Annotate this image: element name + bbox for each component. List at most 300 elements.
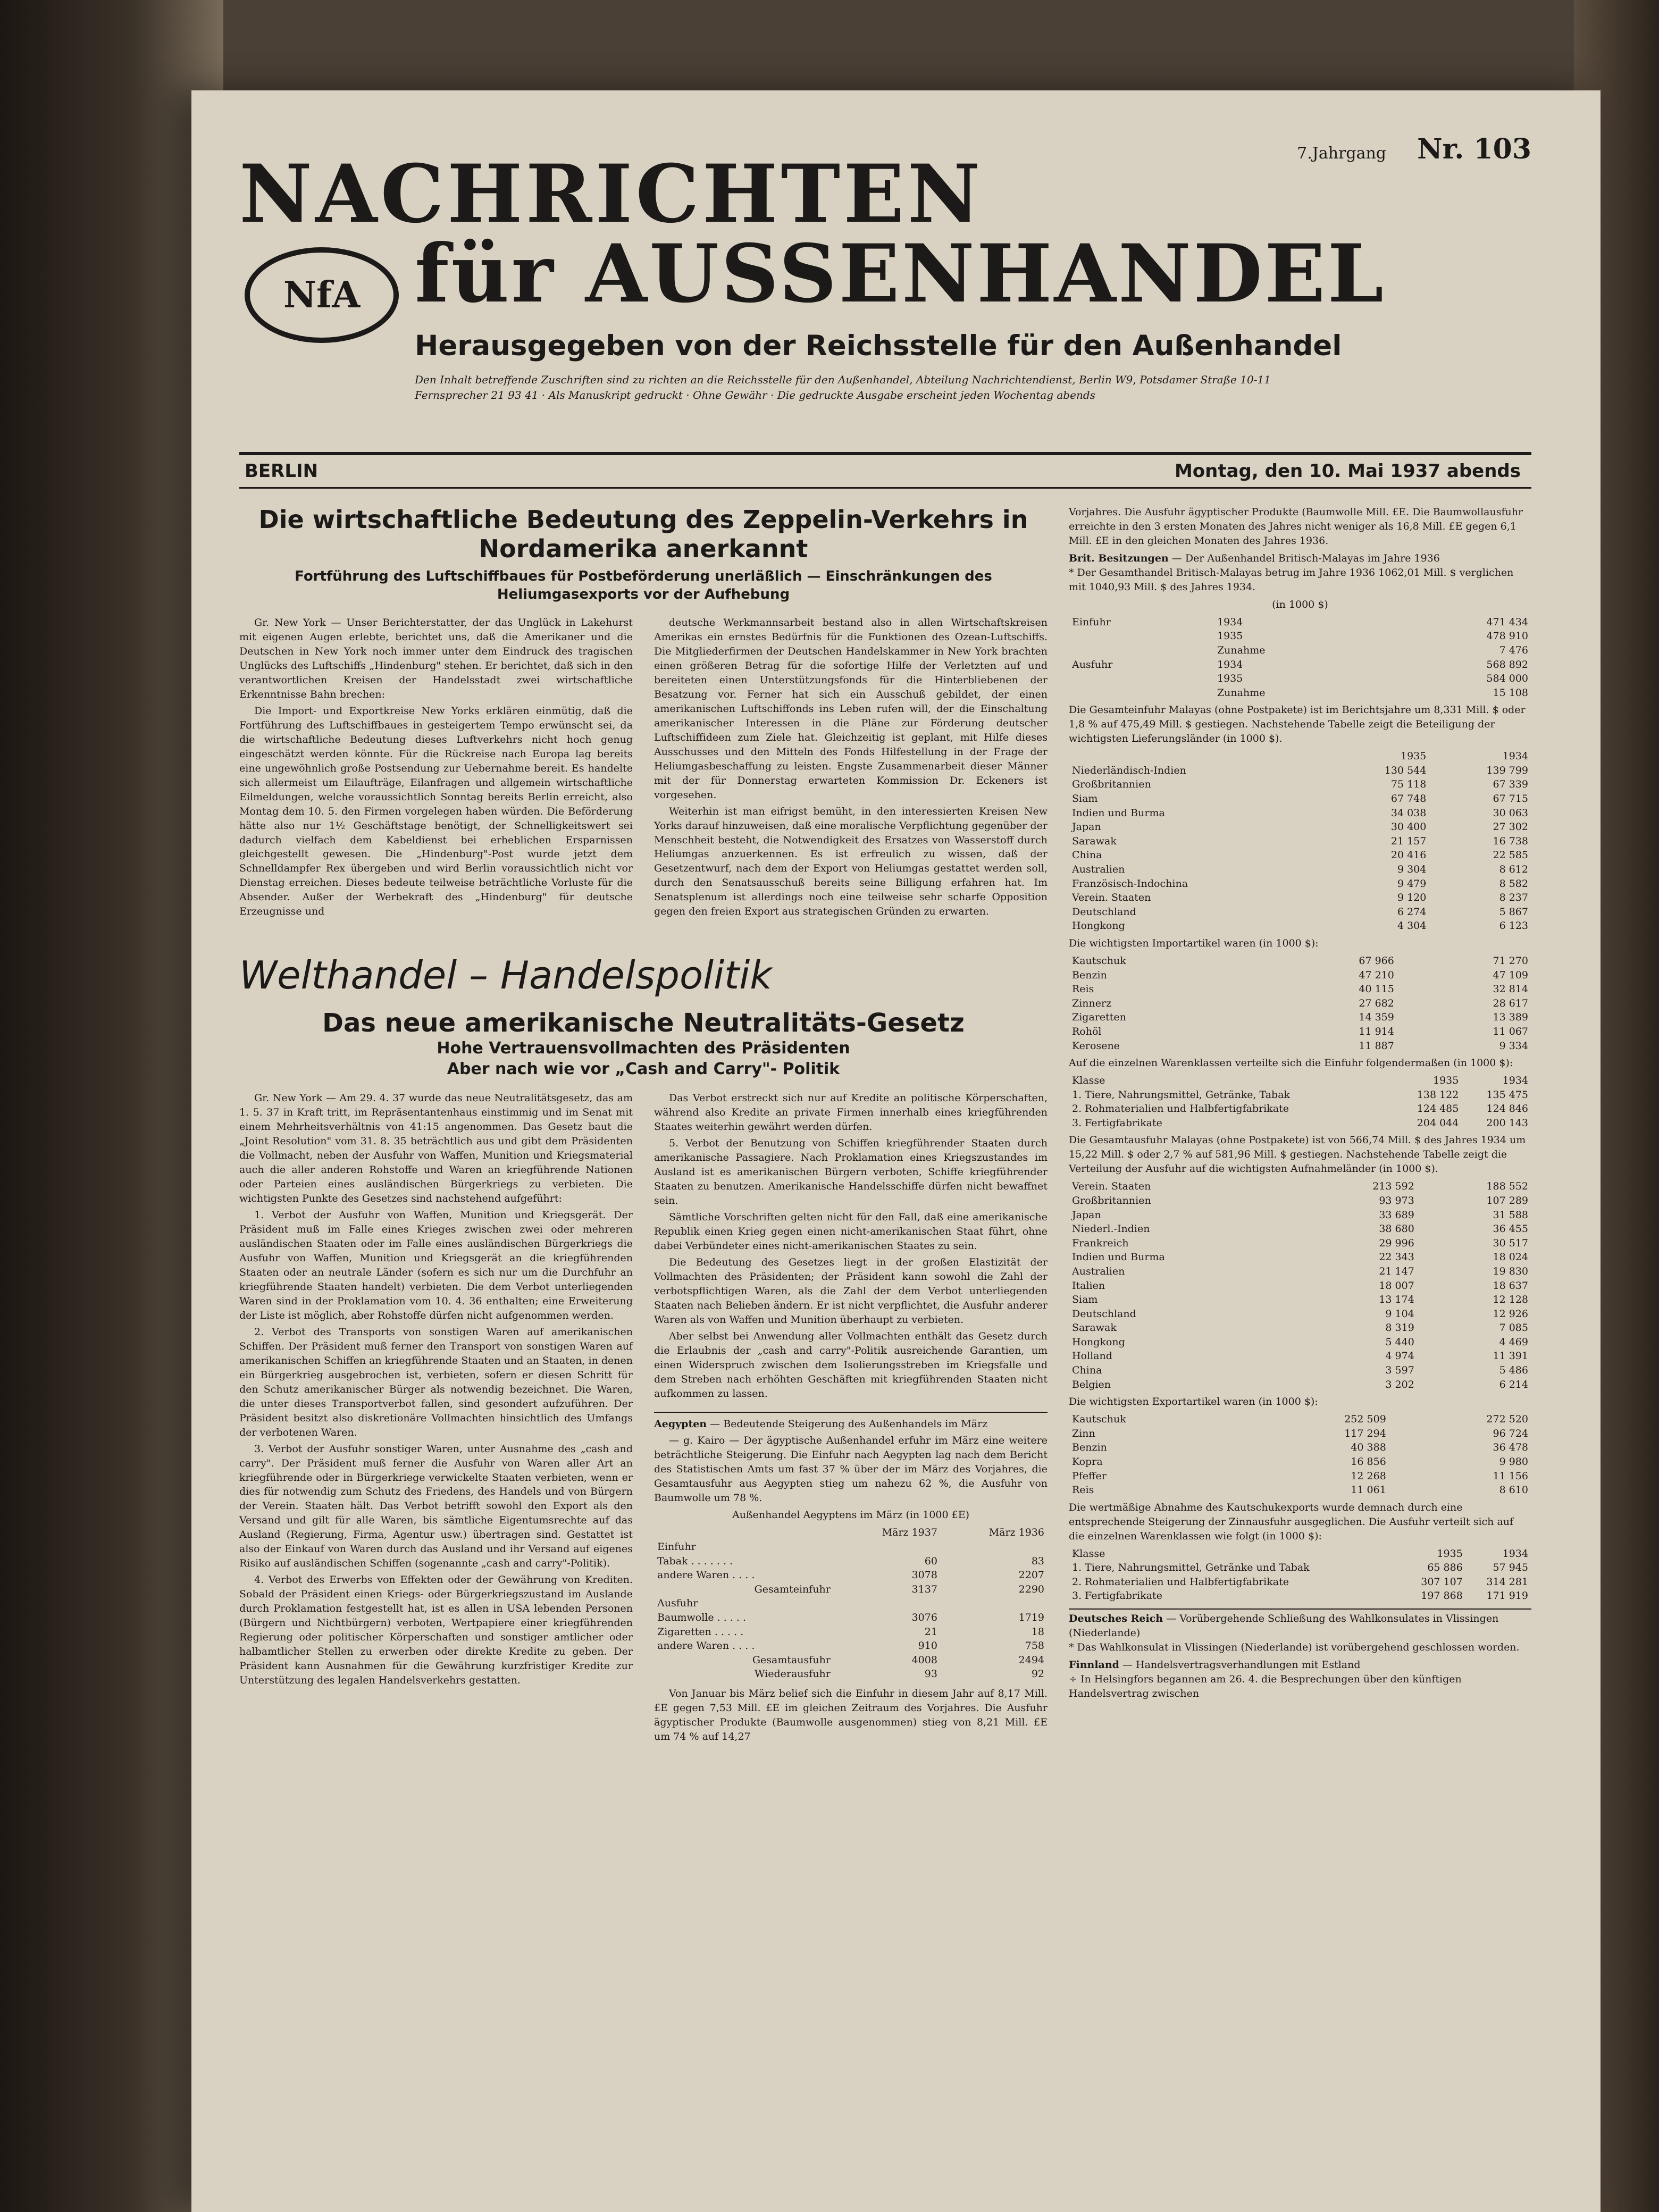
table-row <box>1069 1250 1531 1264</box>
table-row <box>1069 658 1531 672</box>
table-header: Klasse <box>1072 1547 1105 1560</box>
imprint-line: Fernsprecher 21 93 41 · Als Manuskript gedruckt · Ohne Gewähr · Die gedruckte Ausgabe erscheint jeden Wochentag abends <box>415 389 1095 401</box>
table-cell: 21 147 <box>1379 1265 1414 1277</box>
table-cell: 7 476 <box>1499 644 1528 656</box>
table-cell: 478 910 <box>1486 630 1528 642</box>
table-cell: 22 585 <box>1493 849 1528 861</box>
table-row <box>1069 1412 1531 1427</box>
table-cell: 13 389 <box>1493 1011 1528 1024</box>
table-cell: 12 128 <box>1493 1294 1528 1306</box>
table-header-row <box>1069 1547 1531 1561</box>
table-cell: China <box>1072 849 1102 861</box>
export-classes-table <box>1069 1547 1531 1603</box>
news-head-topic: — Bedeutende Steigerung des Außenhandels im März <box>707 1418 988 1430</box>
paragraph: 4. Verbot des Erwerbs von Effekten oder der Gewährung von Krediten. Sobald der Präsident einen Kriegs- oder Bürgerkriegszustand im Auslande durch Proklamation festgestellt hat, ist es allen in USA lebenden Personen (Bürgern und Nichtbürgern) verboten, Wertpapiere einer kriegführenden Regierung oder politischer Körperschaften und sonstiger amtlicher oder halbamtlicher Stellen zu erwerben oder direkte Kredite zu geben. Der Präsident kann Ausnahmen für die Gewährung kurzfristiger Kredite zur Unterstützung des legalen Handelsverkehrs gestatten. <box>239 1574 633 1687</box>
divider <box>1069 1608 1531 1610</box>
table-cell: 22 343 <box>1379 1251 1414 1263</box>
volume-label: 7.Jahrgang <box>1297 144 1386 163</box>
masthead-subtitle: Herausgegeben von der Reichsstelle für den Außenhandel <box>415 330 1342 362</box>
table-caption: Die wichtigsten Importartikel waren (in 1000 $): <box>1069 937 1319 949</box>
article-column-1 <box>239 616 633 921</box>
table-cell: Pfeffer <box>1072 1470 1107 1482</box>
table-cell: 47 210 <box>1359 969 1394 981</box>
table-cell: 3076 <box>911 1612 937 1623</box>
table-cell: 197 868 <box>1421 1590 1463 1602</box>
article-subhead: Hohe Vertrauensvollmachten des Präsidenten <box>437 1039 850 1058</box>
paragraph: Sämtliche Vorschriften gelten nicht für den Fall, daß eine amerikanische Republik einen Krieg gegen einen nicht-amerikanischen Staat führt, ohne dabei Verbündeter eines nicht-amerikanischen Staates zu sein. <box>654 1211 1048 1252</box>
table-cell: 3. Fertigfabrikate <box>1072 1117 1162 1129</box>
table-cell: 471 434 <box>1486 616 1528 628</box>
table-cell: Zinnerz <box>1072 997 1112 1009</box>
article-body <box>239 1091 1048 1746</box>
table-cell: Australien <box>1072 1265 1125 1277</box>
table-row <box>654 1625 1048 1639</box>
table-cell: 28 617 <box>1493 997 1528 1009</box>
table-cell: andere Waren . . . . <box>657 1569 755 1581</box>
table-cell: 11 391 <box>1493 1350 1528 1362</box>
table-header: 1934 <box>1502 1075 1528 1087</box>
table-cell: Baumwolle . . . . . <box>657 1612 747 1623</box>
table-cell: Benzin <box>1072 1442 1107 1454</box>
imprint-line: Den Inhalt betreffende Zuschriften sind zu richten an die Reichsstelle für den Außenhandel, Abteilung Nachrichtendienst, Berlin W9, Potsdamer Straße 10-11 <box>415 373 1271 386</box>
table-cell: 272 520 <box>1486 1413 1528 1426</box>
table-cell: 11 067 <box>1493 1025 1528 1037</box>
table-row <box>1069 1378 1531 1392</box>
table-cell <box>1069 629 1214 643</box>
table-cell: 13 174 <box>1379 1294 1414 1306</box>
table-cell: Italien <box>1072 1279 1105 1292</box>
paragraph: Gr. New York — Am 29. 4. 37 wurde das neue Neutralitätsgesetz, das am 1. 5. 37 in Kraft tritt, im Repräsentantenhaus einstimmig und im Senat mit einem Mehrheitsverhältnis von 41:15 angenommen. Das Gesetz baut die „Joint Resolution" vom 31. 8. 35 beträchtlich aus und gibt dem Präsidenten die Vollmacht, neben der Ausfuhr von Waffen, Munition und Kriegsmaterial auch die aller anderen Rohstoffe und Waren an kriegführende Nationen oder Parteien eines ausländischen Bürgerkriegs zu verbieten. Die wichtigsten Punkte des Gesetzes sind nachstehend aufgeführt: <box>239 1092 633 1205</box>
table-header <box>654 1526 834 1540</box>
masthead-title-line2: für AUSSENHANDEL <box>415 227 1386 321</box>
paragraph: Die wertmäßige Abnahme des Kautschukexports wurde demnach durch eine entsprechende Steigerung der Zinnausfuhr ausgeglichen. Die Ausfuhr verteilt sich auf die einzelnen Warenklassen wie folgt (in 1000 $): <box>1069 1501 1514 1542</box>
table-row <box>654 1568 1048 1582</box>
table-cell: 135 475 <box>1486 1088 1528 1101</box>
news-head-country: Deutsches Reich <box>1069 1613 1163 1625</box>
table-header: Klasse <box>1072 1075 1105 1087</box>
paragraph: Vorjahres. Die Ausfuhr ägyptischer Produkte (Baumwolle Mill. £E. Die Baumwollausfuhr erreichte in den 3 ersten Monaten des Jahres nicht weniger als 16,8 Mill. £E gegen 6,1 Mill. £E in den gleichen Monaten des Jahres 1936. <box>1069 506 1523 547</box>
table-cell: 71 270 <box>1493 954 1528 967</box>
table-cell: 117 294 <box>1344 1427 1386 1439</box>
table-row <box>1069 686 1531 700</box>
table-cell: 9 980 <box>1499 1456 1528 1468</box>
table-cell: Wiederausfuhr <box>754 1668 831 1680</box>
paragraph: — g. Kairo — Der ägyptische Außenhandel erfuhr im März eine weitere beträchtliche Steigerung. Die Einfuhr nach Aegypten lag nach dem Bericht des Statistischen Amts um fast 37 % über der im März des Vorjahres, die Gesamtausfuhr aus Aegypten stieg um nahezu 62 %, die Ausfuhr von Baumwolle um 78 %. <box>654 1434 1048 1504</box>
table-cell: China <box>1072 1364 1102 1377</box>
table-row <box>1069 1575 1531 1589</box>
table-cell: 75 118 <box>1390 778 1427 791</box>
table-cell: Zunahme <box>1217 686 1266 699</box>
table-row <box>654 1596 1048 1611</box>
imprint <box>415 372 1478 403</box>
table-row <box>1069 643 1531 658</box>
table-cell: 2290 <box>1018 1583 1044 1595</box>
article-body <box>239 616 1048 921</box>
table-row <box>1069 905 1531 919</box>
dateline-date: Montag, den 10. Mai 1937 abends <box>1174 460 1521 482</box>
egypt-trade-table <box>654 1526 1048 1681</box>
table-cell: Deutschland <box>1072 906 1136 918</box>
table-cell: 2. Rohmaterialien und Halbfertigfabrikate <box>1072 1576 1289 1588</box>
table-cell: Australien <box>1072 864 1125 875</box>
table-cell: Großbritannien <box>1072 778 1151 791</box>
issue-label: Nr. 103 <box>1417 133 1531 165</box>
table-cell <box>941 1540 1048 1554</box>
table-cell <box>1069 672 1214 686</box>
table-cell: 16 738 <box>1493 835 1528 847</box>
masthead <box>239 133 1531 436</box>
table-cell: Französisch-Indochina <box>1072 877 1188 890</box>
table-row <box>1069 792 1531 806</box>
table-cell: 21 <box>924 1626 937 1638</box>
table-cell: 27 302 <box>1493 821 1528 833</box>
table-cell: Siam <box>1072 793 1098 805</box>
table-cell: 4008 <box>911 1654 937 1666</box>
imports-table <box>1069 954 1531 1053</box>
table-cell <box>834 1596 941 1611</box>
table-cell: 188 552 <box>1486 1180 1528 1193</box>
table-cell: Ausfuhr <box>1072 658 1113 671</box>
table-cell: 584 000 <box>1486 673 1528 685</box>
table-cell: 40 388 <box>1351 1442 1386 1454</box>
table-cell: 9 104 <box>1385 1308 1414 1320</box>
table-cell: 3. Fertigfabrikate <box>1072 1590 1162 1602</box>
table-cell: 4 974 <box>1385 1350 1414 1362</box>
table-cell: 8 610 <box>1499 1484 1528 1496</box>
table-cell: 758 <box>1025 1640 1044 1652</box>
table-cell: Japan <box>1072 1209 1101 1221</box>
divider <box>654 1412 1048 1413</box>
article-column-2 <box>654 616 1048 921</box>
table-cell: 1935 <box>1217 673 1243 685</box>
paragraph: 1. Verbot der Ausfuhr von Waffen, Munition und Kriegsgerät. Der Präsident muß im Falle eines Krieges zwischen zwei oder mehreren ausländischen Staaten oder im Falle eines ausländischen Bürgerkriegs die Ausfuhr von Waffen, Munition und Kriegsgerät an die kriegführenden Staaten oder an neutrale Länder (sofern es sich nur um die Durchfuhr an kriegführende Staaten handelt) verbieten. Die dem Verbot unterliegenden Waren sind in der Proklamation vom 10. 4. 36 enthalten; eine Erweiterung der Liste ist möglich, aber Rohstoffe dürfen nicht aufgenommen werden. <box>239 1209 633 1321</box>
news-head-topic: — Handelsvertragsverhandlungen mit Estland <box>1119 1658 1361 1671</box>
table-row <box>1069 629 1531 643</box>
article-neutrality <box>239 1008 1048 1746</box>
publisher-logo: NfA <box>245 247 399 343</box>
table-cell: Gesamtausfuhr <box>752 1654 831 1666</box>
table-cell: 65 886 <box>1427 1562 1463 1574</box>
table-cell: 3 597 <box>1385 1364 1414 1377</box>
table-cell <box>941 1596 1048 1611</box>
table-row <box>654 1639 1048 1653</box>
table-row <box>1069 1469 1531 1484</box>
table-header: 1934 <box>1502 750 1528 763</box>
table-cell: 19 830 <box>1493 1265 1528 1277</box>
table-cell: 38 680 <box>1379 1223 1414 1235</box>
paragraph: Weiterhin ist man eifrigst bemüht, in den interessierten Kreisen New Yorks darauf hinzuweisen, daß eine moralische Verpflichtung gegenüber der Menschheit besteht, die Notwendigkeit des Ersatzes von Wasserstoff durch Heliumgas anzuerkennen. Es ist erfreulich zu wissen, daß der Gesetzentwurf, nach dem der Export von Heliumgas gestattet werden soll, durch den Senatsausschuß bereits seine Billigung erfahren hat. Im Senatsplenum ist allerdings noch eine teilweise sehr scharfe Opposition gegen den freien Export aus strategischen Gründen zu erwarten. <box>654 805 1048 918</box>
table-cell: 29 996 <box>1379 1237 1414 1249</box>
paragraph: 2. Verbot des Transports von sonstigen Waren auf amerikanischen Schiffen. Der Präsident muß ferner den Transport von sonstigen Waren auf amerikanischen Schiffen an kriegführende Staaten und an Staaten, in denen ein Bürgerkrieg ausgebrochen ist, verbieten, sofern er diesen Schritt für den Schutz amerikanischer Bürger als notwendig bezeichnet. Die Waren, die unter dieses Transportverbot fallen, sind gesondert aufzuführen. Der Präsident besitzt also diskretionäre Vollmachten hinsichtlich des Umfangs der verbotenen Waren. <box>239 1326 633 1438</box>
article-headline: Die wirtschaftliche Bedeutung des Zeppelin-Verkehrs in Nordamerika anerkannt <box>258 505 1028 564</box>
article-subhead: Fortführung des Luftschiffbaues für Postbeförderung unerläßlich — Einschränkungen des Heliumgasexports vor der Aufhebung <box>295 568 992 603</box>
dateline <box>239 452 1531 489</box>
table-row <box>654 1611 1048 1625</box>
paragraph: Gr. New York — Unser Berichterstatter, der das Unglück in Lakehurst mit eigenen Augen erlebte, berichtet uns, daß die Amerikaner und die Deutschen in New York noch immer unter dem Eindruck des tragischen Unglücks des Luftschiffs „Hindenburg" stehen. Er berichtet, daß sich in den verantwortlichen Kreisen der Handelsstadt zwei wirtschaftliche Erkenntnisse Bahn brechen: <box>239 616 633 700</box>
table-cell: 8 582 <box>1499 877 1528 890</box>
table-cell: 3137 <box>911 1583 937 1595</box>
table-cell: 18 637 <box>1493 1279 1528 1292</box>
table-cell: 6 214 <box>1499 1378 1528 1390</box>
table-cell: 36 455 <box>1493 1223 1528 1235</box>
paragraph: * Der Gesamthandel Britisch-Malayas betrug im Jahre 1936 1062,01 Mill. $ verglichen mit 1040,93 Mill. $ des Jahres 1934. <box>1069 566 1514 593</box>
table-cell: 8 612 <box>1499 864 1528 875</box>
table-row <box>1069 968 1531 983</box>
issue-number <box>1297 133 1531 165</box>
table-row <box>1069 1194 1531 1208</box>
table-row <box>1069 1236 1531 1251</box>
table-cell: Kautschuk <box>1072 954 1126 967</box>
table-cell: 8 237 <box>1499 892 1528 904</box>
table-cell: 11 156 <box>1493 1470 1528 1482</box>
table-cell: Reis <box>1072 983 1094 995</box>
table-cell: Kopra <box>1072 1456 1103 1468</box>
article-headline: Das neue amerikanische Neutralitäts-Gesetz <box>322 1008 965 1038</box>
table-cell: 27 682 <box>1359 997 1394 1009</box>
table-row <box>1069 1222 1531 1236</box>
table-cell: 30 517 <box>1493 1237 1528 1249</box>
buyers-table <box>1069 1179 1531 1392</box>
table-cell: 32 814 <box>1493 983 1528 995</box>
table-cell: 138 122 <box>1417 1088 1459 1101</box>
table-cell: 9 334 <box>1499 1040 1528 1052</box>
table-cell: 1719 <box>1018 1612 1044 1623</box>
table-cell: 6 274 <box>1397 906 1427 918</box>
table-cell: 204 044 <box>1417 1117 1459 1129</box>
table-cell: 307 107 <box>1421 1576 1463 1588</box>
table-header: 1935 <box>1400 750 1427 763</box>
table-row <box>1069 919 1531 933</box>
table-cell: 124 846 <box>1486 1103 1528 1115</box>
table-cell: andere Waren . . . . <box>657 1640 755 1652</box>
table-cell <box>834 1540 941 1554</box>
table-header: 1935 <box>1437 1547 1463 1560</box>
table-cell: 314 281 <box>1486 1576 1528 1588</box>
table-row <box>1069 1335 1531 1350</box>
table-cell: 11 061 <box>1351 1484 1386 1496</box>
table-row <box>1069 834 1531 849</box>
table-cell <box>1069 643 1214 658</box>
suppliers-table <box>1069 749 1531 933</box>
table-row <box>1069 1102 1531 1116</box>
table-cell: Holland <box>1072 1350 1112 1362</box>
table-cell: Verein. Staaten <box>1072 892 1151 904</box>
right-column <box>1069 505 1531 1701</box>
table-cell: 5 440 <box>1385 1336 1414 1348</box>
table-cell: 213 592 <box>1372 1180 1414 1193</box>
table-cell: 11 887 <box>1359 1040 1394 1052</box>
table-row <box>654 1582 1048 1597</box>
table-cell: 3 202 <box>1385 1378 1414 1390</box>
table-row <box>1069 848 1531 862</box>
table-cell: Sarawak <box>1072 1322 1117 1334</box>
table-cell: 107 289 <box>1486 1194 1528 1206</box>
table-cell: Deutschland <box>1072 1308 1136 1320</box>
table-cell: Zigaretten . . . . . <box>657 1626 744 1638</box>
news-item-head <box>1069 1612 1531 1640</box>
table-row <box>1069 806 1531 820</box>
paragraph: 5. Verbot der Benutzung von Schiffen kriegführender Staaten durch amerikanische Passagiere. Nach Proklamation eines Kriegszustandes im Ausland ist es amerikanischen Bürgern verboten, Schiffe kriegführender Staaten zu benutzen. Amerikanische Handelsschiffe dürfen nicht bewaffnet sein. <box>654 1137 1048 1207</box>
table-cell: Hongkong <box>1072 1336 1125 1348</box>
table-cell: 3078 <box>911 1569 937 1581</box>
table-cell: 60 <box>924 1555 937 1567</box>
table-row <box>1069 1589 1531 1603</box>
table-cell: 96 724 <box>1493 1427 1528 1439</box>
section-title: Welthandel – Handelspolitik <box>239 953 772 998</box>
table-cell: 1934 <box>1217 658 1243 671</box>
table-cell: Zigaretten <box>1072 1011 1126 1024</box>
table-cell: 14 359 <box>1359 1011 1394 1024</box>
table-cell: Siam <box>1072 1294 1098 1306</box>
table-row <box>1069 777 1531 792</box>
table-row <box>1069 877 1531 891</box>
table-cell: 130 544 <box>1384 764 1427 776</box>
article-zeppelin <box>239 505 1048 921</box>
table-row <box>1069 1208 1531 1222</box>
table-row <box>1069 982 1531 996</box>
table-cell: Frankreich <box>1072 1237 1129 1249</box>
table-row <box>1069 1363 1531 1378</box>
table-row <box>1069 954 1531 968</box>
table-cell: 910 <box>918 1640 937 1652</box>
table-row <box>1069 1116 1531 1130</box>
newspaper-page <box>191 90 1601 2212</box>
table-cell: Benzin <box>1072 969 1107 981</box>
import-classes-table <box>1069 1074 1531 1130</box>
paragraph: Auf die einzelnen Warenklassen verteilte sich die Einfuhr folgendermaßen (in 1000 $): <box>1069 1057 1513 1069</box>
news-head-country: Aegypten <box>654 1418 707 1430</box>
table-cell: Hongkong <box>1072 920 1125 932</box>
table-row <box>1069 1349 1531 1363</box>
table-cell: 30 063 <box>1493 807 1528 819</box>
table-cell: 67 748 <box>1390 793 1427 805</box>
paragraph: ÷ In Helsingfors begannen am 26. 4. die Besprechungen über den künftigen Handelsvertrag zwischen <box>1069 1673 1462 1699</box>
paragraph: Von Januar bis März belief sich die Einfuhr in diesem Jahr auf 8,17 Mill. £E gegen 7,53 Mill. £E im gleichen Zeitraum des Vorjahres. Die Ausfuhr ägyptischer Produkte (Baumwolle ausgenommen) stieg von 8,21 Mill. £E um 74 % auf 14,27 <box>654 1687 1048 1742</box>
table-row <box>654 1653 1048 1668</box>
table-cell: 12 268 <box>1351 1470 1386 1482</box>
table-cell: 67 339 <box>1493 778 1528 791</box>
table-cell: 568 892 <box>1486 658 1528 671</box>
table-cell: Indien und Burma <box>1072 807 1165 819</box>
paragraph: Die Gesamteinfuhr Malayas (ohne Postpakete) ist im Berichtsjahre um 8,331 Mill. $ oder 1,8 % auf 475,49 Mill. $ gestiegen. Nachstehende Tabelle zeigt die Beteiligung der wichtigsten Lieferungsländer (in 1000 $). <box>1069 704 1526 745</box>
table-row <box>1069 764 1531 778</box>
news-head-country: Finnland <box>1069 1658 1119 1671</box>
exports-table <box>1069 1412 1531 1497</box>
table-cell: 11 914 <box>1359 1025 1394 1037</box>
table-cell: 18 024 <box>1493 1251 1528 1263</box>
table-row <box>1069 1039 1531 1053</box>
table-cell <box>1069 686 1214 700</box>
table-cell: 12 926 <box>1493 1308 1528 1320</box>
table-header-row <box>1069 1074 1531 1088</box>
table-cell: Reis <box>1072 1484 1094 1496</box>
table-cell: 7 085 <box>1499 1322 1528 1334</box>
table-cell: 6 123 <box>1499 920 1528 932</box>
table-row <box>1069 1179 1531 1194</box>
table-cell: 18 007 <box>1379 1279 1414 1292</box>
dateline-city: BERLIN <box>245 460 319 482</box>
table-cell: Zinn <box>1072 1427 1095 1439</box>
table-cell: 5 867 <box>1499 906 1528 918</box>
table-cell: 83 <box>1031 1555 1044 1567</box>
table-cell: Rohöl <box>1072 1025 1102 1037</box>
table-row <box>1069 1440 1531 1455</box>
table-cell: 67 966 <box>1359 954 1394 967</box>
article-column-1 <box>239 1091 633 1746</box>
table-cell: Einfuhr <box>657 1541 696 1553</box>
table-cell: 16 856 <box>1351 1456 1386 1468</box>
table-cell: Kautschuk <box>1072 1413 1126 1426</box>
table-row <box>1069 862 1531 877</box>
paragraph: * Das Wahlkonsulat in Vlissingen (Niederlande) ist vorübergehend geschlossen worden. <box>1069 1641 1520 1653</box>
table-header: März 1937 <box>882 1527 937 1539</box>
table-cell: 2207 <box>1018 1569 1044 1581</box>
table-row <box>1069 1279 1531 1293</box>
table-cell: 57 945 <box>1493 1562 1528 1574</box>
table-cell: 93 <box>924 1668 937 1680</box>
paragraph: Die Import- und Exportkreise New Yorks erklären einmütig, daß die Fortführung des Luftschiffbaues in gesteigertem Tempo erwünscht sei, da die wirtschaftliche Bedeutung dieses Luftverkehrs nicht hoch genug eingeschätzt werden könnte. Für die Rückreise nach Europa lag bereits eine ungewöhnlich große Postsendung zur Uebernahme bereit. Es handelte sich allermeist um Eilaufträge, Eilanfragen und allgemein wirtschaftliche Eilmeldungen, welche voraussichtlich Sonntag bereits Berlin erreicht, also Montag dem 10. 5. den Firmen vorgelegen haben würden. Die Beförderung hätte also nur 1½ Geschäftstage benötigt, der Schnelligkeitswert sei dadurch vielfach dem Kabeldienst bei erheblichen Ersparnissen gleichgestellt gewesen. Die „Hindenburg"-Post wurde jetzt dem Schnelldampfer Rex übergeben und wird Berlin voraussichtlich nicht vor Dienstag erreichen. Dieses bedeute teilweise beträchtliche Vorluste für die Absender. Außer der Werbekraft des „Hindenburg" für deutsche Erzeugnisse und <box>239 705 633 918</box>
table-cell: Niederl.-Indien <box>1072 1223 1150 1235</box>
table-row <box>1069 1561 1531 1575</box>
table-cell: 18 <box>1031 1626 1044 1638</box>
news-item-head <box>1069 1658 1531 1672</box>
table-cell: 200 143 <box>1486 1117 1528 1129</box>
table-row <box>654 1540 1048 1554</box>
page-content <box>239 133 1531 2191</box>
table-header <box>1069 749 1328 764</box>
news-head-country: Brit. Besitzungen <box>1069 552 1169 564</box>
table-cell: 40 115 <box>1359 983 1394 995</box>
news-head-topic: — Der Außenhandel Britisch-Malayas im Jahre 1936 <box>1168 552 1440 564</box>
table-header: März 1936 <box>988 1527 1044 1539</box>
table-cell: 34 038 <box>1390 807 1427 819</box>
table-cell: Sarawak <box>1072 835 1117 847</box>
table-cell: 93 973 <box>1379 1194 1414 1206</box>
paragraph: Aber selbst bei Anwendung aller Vollmachten enthält das Gesetz durch die Erlaubnis der „cash and carry"-Politik ausreichende Garantien, um einen Widerspruch zwischen dem Isolierungsstreben im Kriegsfalle und dem Streben nach erhöhten Geschäften mit kriegführenden Staaten nicht aufkommen zu lassen. <box>654 1330 1048 1400</box>
table-cell: 30 400 <box>1390 821 1427 833</box>
table-header-row <box>1069 749 1531 764</box>
malaya-trade-table <box>1069 615 1531 700</box>
table-cell: 15 108 <box>1493 686 1528 699</box>
paragraph: 3. Verbot der Ausfuhr sonstiger Waren, unter Ausnahme des „cash and carry". Der Präsident muß ferner die Ausfuhr von Waren aller Art an kriegführende oder in Bürgerkriege verwickelte Staaten verbieten, wenn er dies für notwendig zum Schutz des Friedens, des Handels und von Bürgern der Verein. Staaten hält. Das Verbot betrifft sowohl den Export als den Versand und gilt für alle Waren, bis sämtliche Eigentumsrechte auf das Ausland (Regierung, Firma, Agentur usw.) übertragen sind. Gestattet ist also der Einkauf von Waren durch das Ausland und ihr Versand auf eigenes Risiko auf ausländischen Schiffen (sogenannte „cash and carry"-Politik). <box>239 1443 633 1570</box>
table-row <box>654 1554 1048 1569</box>
table-cell: 21 157 <box>1390 835 1427 847</box>
table-cell: Kerosene <box>1072 1040 1120 1052</box>
table-cell: 8 319 <box>1385 1322 1414 1334</box>
book-binding <box>0 0 223 2212</box>
table-cell: 31 588 <box>1493 1209 1528 1221</box>
table-cell: 139 799 <box>1486 764 1528 776</box>
table-row <box>1069 1307 1531 1321</box>
table-cell: Zunahme <box>1217 644 1266 656</box>
table-cell: Verein. Staaten <box>1072 1180 1151 1193</box>
table-row <box>1069 1455 1531 1469</box>
table-row <box>1069 1010 1531 1025</box>
table-row <box>1069 615 1531 630</box>
table-cell: Niederländisch-Indien <box>1072 764 1186 776</box>
table-cell: 1. Tiere, Nahrungsmittel, Getränke und Tabak <box>1072 1562 1310 1574</box>
paragraph: Das Verbot erstreckt sich nur auf Kredite an politische Körperschaften, während also Kredite an private Firmen innerhalb eines kriegführenden Staates weiterhin gewährt werden dürfen. <box>654 1092 1048 1133</box>
table-cell: Belgien <box>1072 1378 1111 1390</box>
table-cell: 2494 <box>1018 1654 1044 1666</box>
table-header-row <box>654 1526 1048 1540</box>
table-cell: Japan <box>1072 821 1101 833</box>
paragraph: deutsche Werkmannsarbeit bestand also in allen Wirtschaftskreisen Amerikas ein ernstes Bedürfnis für die Funktionen des Ozean-Luftschiffs. Die Mitgliederfirmen der Deutschen Handelskammer in New York brachten einen größeren Betrag für die sofortige Hilfe der Verletzten auf und bereiteten einen Unterstützungsfonds für die Hinterbliebenen der Besatzung vor. Ferner hat sich ein Ausschuß gebildet, der einen amerikanischen Luftschiffonds ins Leben rufen will, der die Einschaltung amerikanischer Interessen in die Pläne zur Förderung deutscher Luftschiffideen zum Ziele hat. Gleichzeitig ist geplant, mit Hilfe dieses Ausschusses und den Mitteln des Fonds Hilfestellung in der Frage der Heliumgasbeschaffung zu leisten. Engste Zusammenarbeit dieser Männer mit der für Donnerstag erwarteten Kommission Dr. Eckeners ist vorgesehen. <box>654 616 1048 801</box>
main-articles <box>239 505 1048 1746</box>
table-cell: 33 689 <box>1379 1209 1414 1221</box>
table-cell: 9 479 <box>1397 877 1427 890</box>
table-row <box>654 1667 1048 1681</box>
